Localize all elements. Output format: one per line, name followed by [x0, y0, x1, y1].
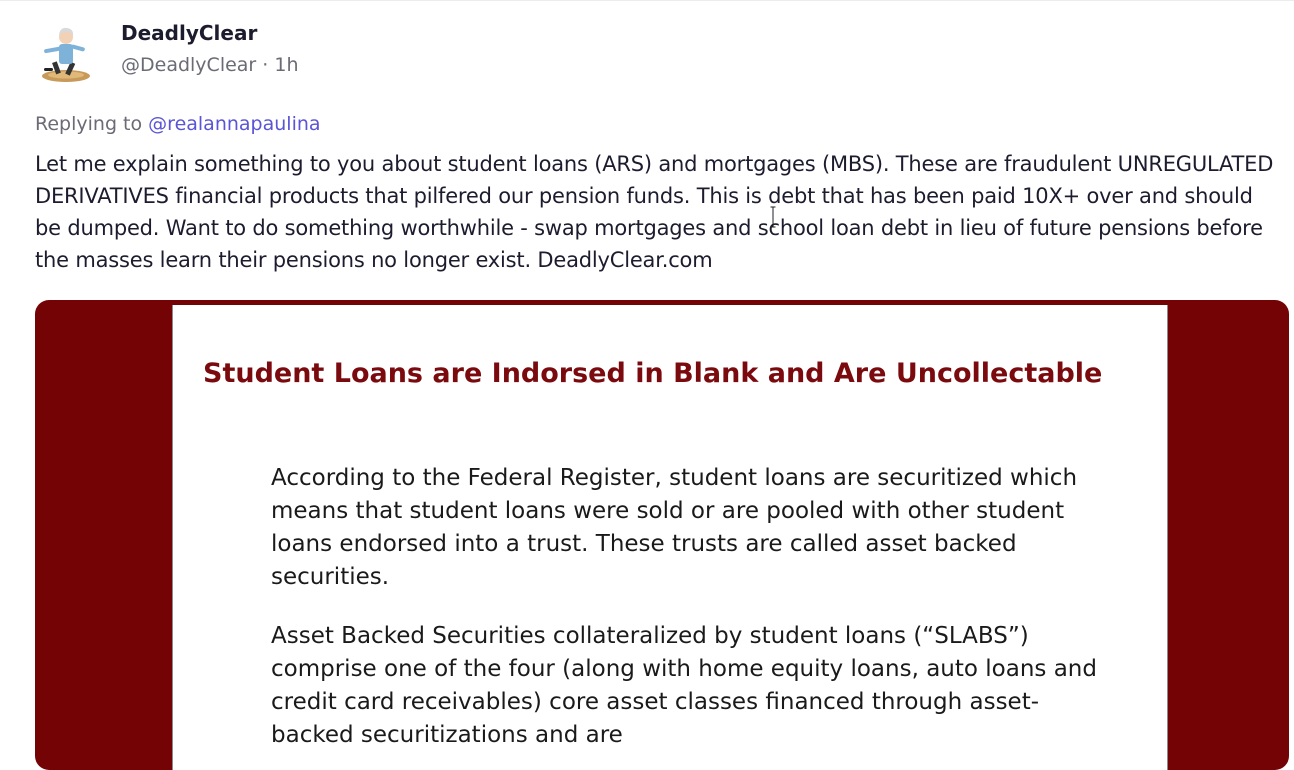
media-slide — [172, 305, 1168, 770]
timestamp[interactable]: 1h — [274, 54, 299, 76]
reply-context — [35, 113, 321, 135]
display-name[interactable]: DeadlyClear — [121, 21, 258, 45]
slide-paragraph-2: Asset Backed Securities collateralized by student loans (“SLABS”) comprise one of the four (along with home equity loans, auto loans and credit card receivables) core asset classes financed through asset-backed securitizations and are — [271, 623, 1097, 748]
text-cursor-icon — [770, 206, 776, 228]
post-meta — [121, 54, 299, 76]
post-text: Let me explain something to you about student loans (ARS) and mortgages (MBS). These are fraudulent UNREGULATED DERIVATIVES financial products that pilfered our pension funds. This is debt that has been paid 10X+ over and should be dumped. Want to do something worthwhile - swap mortgages and school loan debt in lieu of future pensions before the masses learn their pensions no longer exist. DeadlyClear.com — [35, 152, 1274, 272]
reply-prefix: Replying to — [35, 113, 143, 135]
post-media[interactable] — [35, 300, 1289, 770]
avatar[interactable] — [40, 22, 94, 84]
meta-separator: · — [262, 54, 269, 76]
handle[interactable]: @DeadlyClear — [121, 54, 257, 76]
bitmoji-avatar-icon — [40, 22, 94, 84]
slide-paragraph-1: According to the Federal Register, student loans are securitized which means that student loans were sold or are pooled with other student loans endorsed into a trust. These trusts are called asset backed securities. — [271, 465, 1078, 590]
divider — [0, 0, 1294, 1]
reply-mention-link[interactable]: @realannapaulina — [148, 113, 321, 135]
slide-title: Student Loans are Indorsed in Blank and Are Uncollectable — [203, 358, 1103, 389]
